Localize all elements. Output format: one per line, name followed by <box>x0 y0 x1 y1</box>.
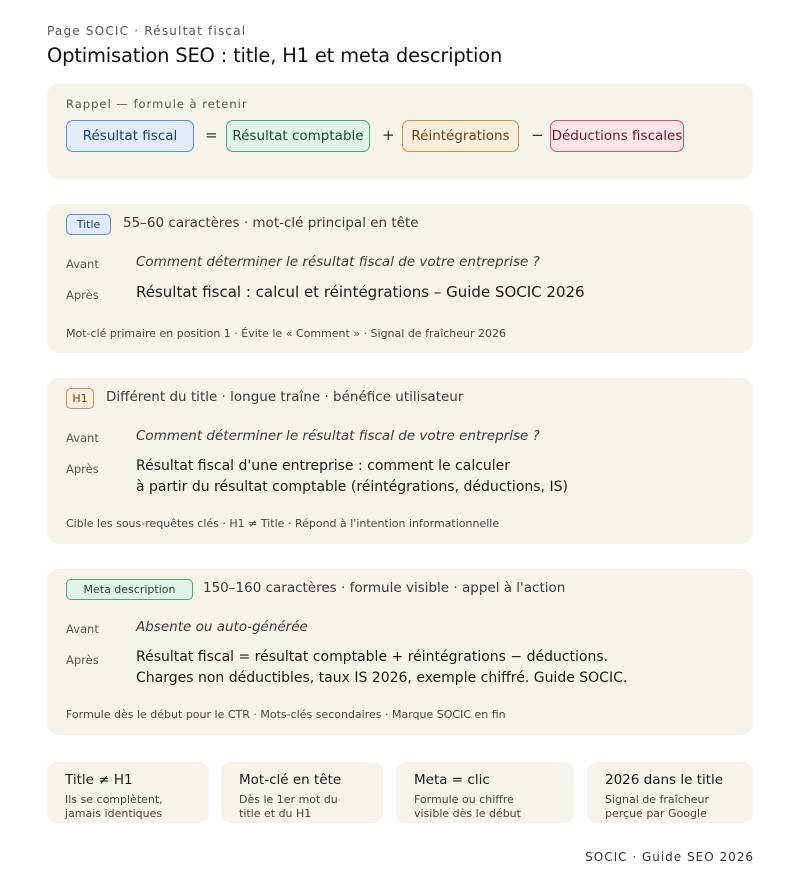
tip-text <box>414 793 521 821</box>
tip-card <box>47 762 209 823</box>
tip-line: Dès le 1er mot du <box>239 793 338 806</box>
title-card-note: Mot-clé primaire en position 1 · Évite le « Comment » · Signal de fraîcheur 2026 <box>66 327 507 340</box>
page-title: Optimisation SEO : title, H1 et meta description <box>47 44 503 67</box>
title-after-text: Résultat fiscal : calcul et réintégrations – Guide SOCIC 2026 <box>136 283 585 301</box>
tip-text <box>605 793 709 821</box>
meta-after-line1: Résultat fiscal = résultat comptable + réintégrations − déductions. <box>136 649 609 665</box>
eyebrow: Page SOCIC · Résultat fiscal <box>47 24 247 38</box>
tip-line: jamais identiques <box>65 807 163 820</box>
minus-operator: − <box>531 126 544 144</box>
pill-resultat-comptable: Résultat comptable <box>226 120 370 152</box>
tip-title: Mot-clé en tête <box>239 772 342 788</box>
tip-line: visible dès le début <box>414 807 521 820</box>
formula-label: Rappel — formule à retenir <box>66 97 248 111</box>
meta-card <box>47 569 753 735</box>
h1-after-text <box>136 456 568 498</box>
pill-deductions-fiscales: Déductions fiscales <box>550 120 684 152</box>
formula-card <box>47 83 753 179</box>
tip-card <box>587 762 753 823</box>
title-card-desc: 55–60 caractères · mot-clé principal en tête <box>123 215 419 231</box>
h1-before-text: Comment déterminer le résultat fiscal de votre entreprise ? <box>136 428 540 444</box>
meta-card-desc: 150–160 caractères · formule visible · appel à l'action <box>203 580 566 596</box>
footer: SOCIC · Guide SEO 2026 <box>585 850 754 864</box>
pill-reintegrations: Réintégrations <box>402 120 519 152</box>
h1-before-label: Avant <box>66 431 99 445</box>
title-before-text: Comment déterminer le résultat fiscal de votre entreprise ? <box>136 254 540 270</box>
equals-operator: = <box>205 126 218 144</box>
meta-after-label: Après <box>66 653 99 667</box>
h1-card <box>47 378 753 544</box>
h1-after-line1: Résultat fiscal d'une entreprise : comment le calculer <box>136 458 511 474</box>
tip-text <box>239 793 338 821</box>
meta-after-text <box>136 647 627 689</box>
tip-text <box>65 793 163 821</box>
tip-title: Title ≠ H1 <box>65 772 133 788</box>
tip-card <box>221 762 383 823</box>
title-after-label: Après <box>66 288 99 302</box>
tip-title: 2026 dans le title <box>605 772 724 788</box>
title-card <box>47 204 753 353</box>
title-before-label: Avant <box>66 257 99 271</box>
pill-resultat-fiscal: Résultat fiscal <box>66 120 194 152</box>
meta-after-line2: Charges non déductibles, taux IS 2026, exemple chiffré. Guide SOCIC. <box>136 670 628 686</box>
tip-card <box>396 762 574 823</box>
h1-after-line2: à partir du résultat comptable (réintégrations, déductions, IS) <box>136 479 568 495</box>
plus-operator: + <box>382 126 395 144</box>
meta-before-text: Absente ou auto-générée <box>136 619 308 635</box>
tip-line: Ils se complètent, <box>65 793 163 806</box>
h1-after-label: Après <box>66 462 99 476</box>
h1-card-note: Cible les sous-requêtes clés · H1 ≠ Title · Répond à l'intention informationnelle <box>66 517 500 530</box>
meta-card-note: Formule dès le début pour le CTR · Mots-clés secondaires · Marque SOCIC en fin <box>66 708 506 721</box>
tip-line: Signal de fraîcheur <box>605 793 710 806</box>
tip-line: title et du H1 <box>239 807 312 820</box>
title-badge: Title <box>66 214 111 235</box>
tip-line: perçue par Google <box>605 807 707 820</box>
h1-card-desc: Différent du title · longue traîne · bénéfice utilisateur <box>106 389 464 405</box>
meta-badge: Meta description <box>66 579 193 600</box>
tip-line: Formule ou chiffre <box>414 793 514 806</box>
h1-badge: H1 <box>66 388 94 409</box>
meta-before-label: Avant <box>66 622 99 636</box>
tip-title: Meta = clic <box>414 772 490 788</box>
